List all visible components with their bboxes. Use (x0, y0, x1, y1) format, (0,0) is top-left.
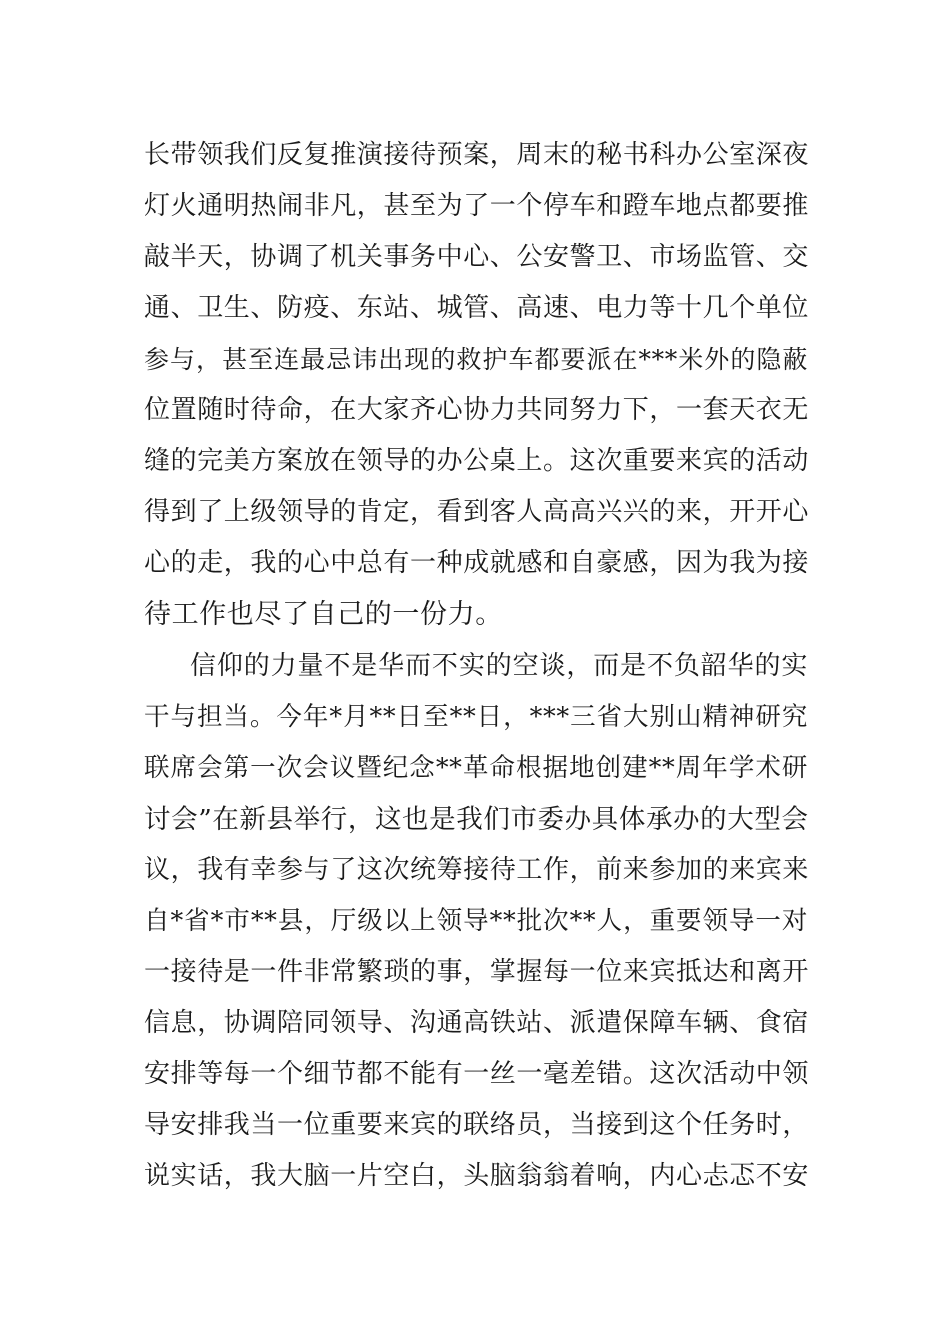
paragraph-line: 自*省*市**县，厅级以上领导**批次**人，重要领导一对 (144, 906, 808, 936)
paragraph-line: 缝的完美方案放在领导的办公桌上。这次重要来宾的活动 (144, 446, 810, 476)
paragraph-line: 信息，协调陪同领导、沟通高铁站、派遣保障车辆、食宿 (144, 1008, 810, 1038)
paragraph-2 (144, 641, 808, 1202)
paragraph-line: 长带领我们反复推演接待预案，周末的秘书科办公室深夜 (144, 140, 810, 170)
paragraph-line: 待工作也尽了自己的一份力。 (144, 599, 503, 630)
paragraph-line: 干与担当。今年*月**日至**日，***三省大别山精神研究 (144, 702, 808, 732)
paragraph-line: 通、卫生、防疫、东站、城管、高速、电力等十几个单位 (144, 293, 810, 323)
paragraph-line: 位置随时待命，在大家齐心协力共同努力下，一套天衣无 (144, 395, 810, 425)
paragraph-line: 联席会第一次会议暨纪念**革命根据地创建**周年学术研 (144, 753, 808, 783)
paragraph-line: 敲半天，协调了机关事务中心、公安警卫、市场监管、交 (144, 242, 810, 272)
paragraph-line: 得到了上级领导的肯定，看到客人高高兴兴的来，开开心 (144, 497, 810, 527)
paragraph-line: 参与，甚至连最忌讳出现的救护车都要派在***米外的隐蔽 (144, 345, 808, 374)
paragraph-line: 安排等每一个细节都不能有一丝一毫差错。这次活动中领 (144, 1059, 810, 1089)
paragraph-line: 导安排我当一位重要来宾的联络员，当接到这个任务时， (144, 1110, 810, 1140)
paragraph-line: 心的走，我的心中总有一种成就感和自豪感，因为我为接 (144, 548, 810, 578)
paragraph-1 (144, 130, 808, 640)
paragraph-line: 讨会”在新县举行，这也是我们市委办具体承办的大型会 (144, 804, 809, 835)
paragraph-line: 信仰的力量不是华而不实的空谈，而是不负韶华的实 (190, 651, 808, 681)
paragraph-line: 说实话，我大脑一片空白，头脑翁翁着响，内心忐忑不安 (144, 1161, 810, 1191)
paragraph-line: 议，我有幸参与了这次统筹接待工作，前来参加的来宾来 (144, 855, 810, 885)
paragraph-line: 灯火通明热闹非凡，甚至为了一个停车和蹬车地点都要推 (144, 191, 810, 221)
paragraph-line: 一接待是一件非常繁琐的事，掌握每一位来宾抵达和离开 (144, 957, 810, 987)
